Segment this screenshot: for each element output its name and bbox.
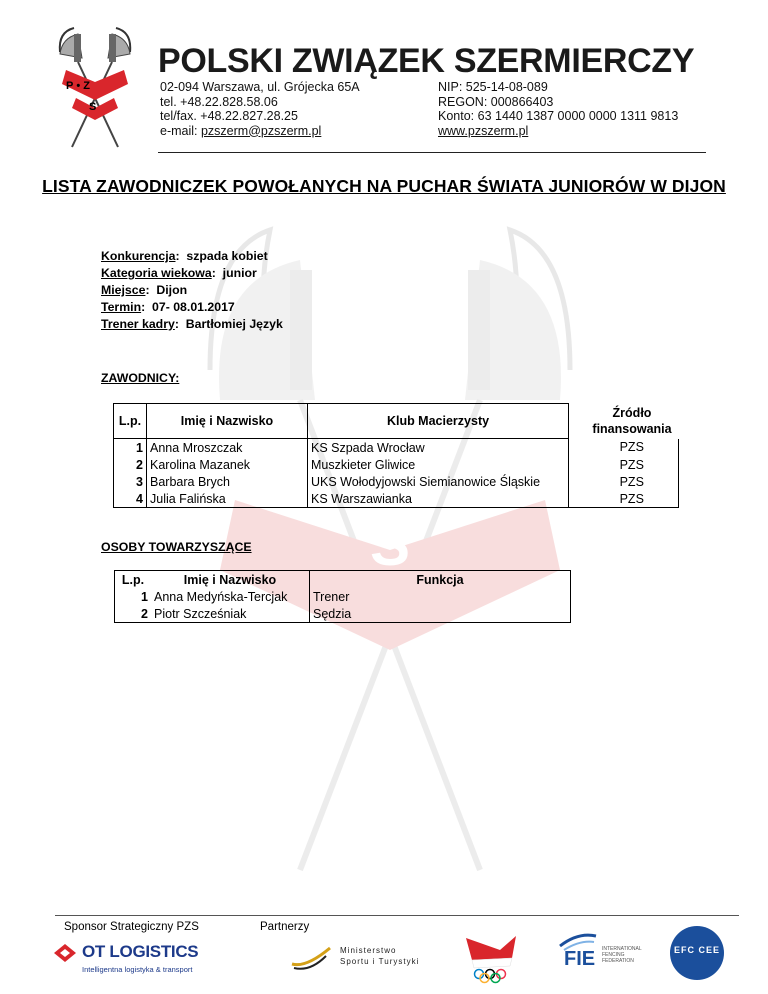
cell-name: Julia Falińska	[147, 490, 308, 508]
fie-sub-line: FENCING	[602, 952, 625, 958]
fie-sub-line: FEDERATION	[602, 958, 634, 964]
info-label: Trener kadry	[101, 317, 175, 331]
cell-name: Barbara Brych	[147, 473, 308, 490]
table-row	[114, 439, 679, 457]
logo-dot: •	[76, 80, 81, 92]
header-divider	[158, 152, 706, 153]
header-club: Klub Macierzysty	[308, 404, 569, 439]
header-funding-line2: finansowania	[592, 422, 672, 436]
cell-lp: 1	[115, 588, 152, 605]
ot-logo-text: OT LOGISTICS	[82, 942, 199, 961]
ministry-swoosh-icon	[290, 942, 334, 972]
olympic-committee-logo	[462, 928, 520, 984]
info-label: Termin	[101, 300, 142, 314]
efc-logo-text: EFC CEE	[673, 945, 720, 955]
table-row	[115, 605, 571, 623]
staff-table	[114, 570, 571, 623]
cell-name: Karolina Mazanek	[147, 456, 308, 473]
competition-info	[101, 248, 283, 333]
address-block	[160, 80, 360, 138]
cell-funding: PZS	[569, 473, 679, 490]
table-header-row	[114, 404, 679, 439]
ot-logistics-logo	[52, 940, 202, 980]
email-line	[160, 124, 360, 139]
ot-logo-subtitle: Intelligentna logistyka & transport	[82, 965, 193, 974]
info-value: 07- 08.01.2017	[152, 300, 235, 314]
info-label: Miejsce	[101, 283, 146, 297]
cell-lp: 1	[114, 439, 147, 457]
email-prefix: e-mail:	[160, 123, 201, 138]
company-ids-block	[438, 80, 678, 138]
table-header-row	[115, 571, 571, 589]
fie-logo	[556, 928, 656, 978]
athletes-table	[113, 403, 679, 508]
logo-letter-z: Z	[83, 80, 90, 92]
cell-club: KS Szpada Wrocław	[308, 439, 569, 457]
table-row	[114, 490, 679, 508]
header-lp: L.p.	[114, 404, 147, 439]
info-value: szpada kobiet	[186, 249, 268, 263]
table-row	[115, 588, 571, 605]
sponsor-label: Sponsor Strategiczny PZS	[64, 921, 199, 933]
ministry-line1: Ministerstwo	[340, 946, 397, 955]
fax-line: tel/fax. +48.22.827.28.25	[160, 109, 298, 123]
cell-funding: PZS	[569, 439, 679, 457]
logo-letter-s: S	[89, 101, 97, 113]
efc-cee-logo	[670, 926, 724, 980]
footer-divider	[55, 915, 739, 916]
ot-logistics-icon	[52, 942, 78, 964]
fie-logo-text: FIE	[564, 948, 596, 970]
info-row: Termin: 07- 08.01.2017	[101, 300, 235, 314]
logo-letters	[66, 80, 90, 92]
table-row	[114, 473, 679, 490]
cell-club: Muszkieter Gliwice	[308, 456, 569, 473]
nip-line: NIP: 525-14-08-089	[438, 80, 548, 94]
address-line: 02-094 Warszawa, ul. Grójecka 65A	[160, 80, 360, 94]
cell-lp: 3	[114, 473, 147, 490]
cell-lp: 2	[114, 456, 147, 473]
cell-funding: PZS	[569, 456, 679, 473]
partners-label: Partnerzy	[260, 921, 310, 933]
regon-line: REGON: 000866403	[438, 94, 554, 109]
info-row: Kategoria wiekowa: junior	[101, 266, 257, 280]
info-label: Konkurencja	[101, 249, 176, 263]
fie-sub-line: INTERNATIONAL	[602, 946, 642, 952]
info-row: Miejsce: Dijon	[101, 283, 188, 297]
ministry-logo	[290, 938, 430, 978]
info-value: Bartłomiej Język	[185, 317, 283, 331]
info-row: Konkurencja: szpada kobiet	[101, 249, 268, 263]
email-link[interactable]: pzszerm@pzszerm.pl	[200, 123, 322, 138]
header-role: Funkcja	[310, 571, 571, 589]
info-value: Dijon	[156, 283, 188, 297]
svg-text:S: S	[369, 511, 411, 578]
info-label: Kategoria wiekowa	[101, 266, 212, 280]
header-name: Imię i Nazwisko	[151, 571, 310, 589]
cell-club: UKS Wołodyjowski Siemianowice Śląskie	[308, 473, 569, 490]
pzs-logo	[52, 22, 138, 152]
cell-role: Trener	[310, 588, 571, 605]
page-title: LISTA ZAWODNICZEK POWOŁANYCH NA PUCHAR ŚWIATA JUNIORÓW W DIJON	[42, 176, 726, 196]
table-row	[114, 456, 679, 473]
staff-section-heading: OSOBY TOWARZYSZĄCE	[101, 540, 252, 554]
header-funding	[569, 404, 679, 439]
cell-lp: 2	[115, 605, 152, 623]
cell-club: KS Warszawianka	[308, 490, 569, 508]
logo-letter-p: P	[66, 80, 74, 92]
website-link[interactable]: www.pzszerm.pl	[438, 123, 529, 138]
ministry-line2: Sportu i Turystyki	[340, 957, 420, 966]
cell-funding: PZS	[569, 490, 679, 508]
athletes-section-heading: ZAWODNICY:	[101, 371, 180, 385]
phone-line: tel. +48.22.828.58.06	[160, 94, 278, 109]
org-name: POLSKI ZWIĄZEK SZERMIERCZY	[158, 42, 695, 80]
cell-name: Piotr Szcześniak	[151, 605, 310, 623]
header-lp: L.p.	[115, 571, 152, 589]
header-funding-line1: Źródło	[612, 406, 652, 420]
info-row: Trener kadry: Bartłomiej Język	[101, 317, 283, 331]
cell-role: Sędzia	[310, 605, 571, 623]
header-name: Imię i Nazwisko	[147, 404, 308, 439]
cell-name: Anna Medyńska-Tercjak	[154, 589, 288, 604]
fie-subtitle	[602, 946, 642, 964]
cell-lp: 4	[114, 490, 147, 508]
konto-line: Konto: 63 1440 1387 0000 0000 1311 9813	[438, 109, 679, 123]
cell-name: Anna Mroszczak	[147, 439, 308, 457]
info-value: junior	[222, 266, 257, 280]
